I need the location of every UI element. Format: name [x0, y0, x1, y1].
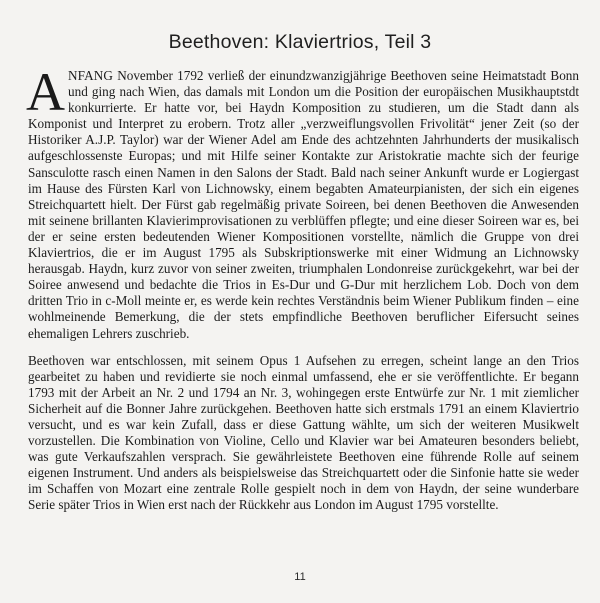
- paragraph-2: Beethoven war entschlossen, mit seinem Opus 1 Aufsehen zu erregen, scheint lange an den Trios gearbeitet zu haben und revidierte sie noch einmal umfassend, ehe er sie veröffentlichte. Er begann 1793 mit der Arbeit an Nr. 2 und 1794 an Nr. 3, wohingegen erste Entwürfe zur Nr. 1 mit ziemlicher Sicherheit auf die Bonner Jahre zurückgehen. Beethoven hatte sich erstmals 1791 an einem Klaviertrio versucht, und es war kein Zufall, dass er diese Gattung wählte, um sich der weiteren Musikwelt vorzustellen. Die Kombination von Violine, Cello und Klavier war bei Amateuren besonders beliebt, was gute Verkaufszahlen versprach. Sie gewährleistete Beethoven eine führende Rolle auf seinem eigenen Instrument. Und anders als beispielsweise das Streichquartett oder die Sinfonie hatte sie weder im Schaffen von Mozart eine zentrale Rolle gespielt noch in dem von Haydn, der seine wunderbare Serie später Trios in Wien erst nach der Rückkehr aus London im August 1795 vorstellte.: [28, 352, 579, 513]
- page-title: Beethoven: Klaviertrios, Teil 3: [168, 31, 432, 53]
- paragraph-1-text: November 1792 verließ der einundzwanzigjährige Beethoven seine Heimatstadt Bonn und ging nach Wien, das damals mit London um die Position der europäischen Musikhauptstdt konkurrierte. Er hatte vor, bei Haydn Komposition zu studieren, um die Stadt dann als Komponist und Interpret zu erobern. Trotz aller „verzweiflungsvollen Frivolität“ jener Zeit (so der Historiker A.J.P. Taylor) war der Wiener Adel am Ende des achtzehnten Jahrhunderts der musikalisch aufgeschlossenste Europas; und mit Hilfe seiner Kontakte zur Aristokratie machte sich der feurige Sansculotte rasch einen Namen in den Salons der Stadt. Bald nach seiner Ankunft wurde er Logiergast im Hause des Fürsten Karl von Lichnowsky, einem begabten Amateurpianisten, der sich ein eigenes Streichquartett hielt. Der Fürst gab regelmäßig private Soireen, bei denen Beethoven die Anwesenden mit seinene brillanten Klavierimprovisationen zu verblüffen pflegte; und eine dieser Soireen war es, bei der er seine ersten bedeutenden Wiener Kompositionen vorstellte, nämlich die Gruppe von drei Klaviertrios, die er im August 1795 als Subskriptionswerke mit einer Widmung an Lichnowsky herausgab. Haydn, kurz zuvor von seiner zweiten, triumphalen Londonreise zurückgekehrt, war bei der Soiree anwesend und bedachte die Trios in Es-Dur und G-Dur mit herzlichem Lob. Doch von dem dritten Trio in c-Moll meinte er, es werde kein rechtes Verständnis beim Wiener Publikum finden – eine wohlmeinende Bemerkung, die der stets empfindliche Beethoven beruflicher Eifersucht seines ehemaligen Lehrers zuschrieb.: [28, 68, 579, 341]
- page-number: 11: [294, 571, 306, 583]
- article-body: [26, 62, 579, 514]
- paragraph-1-lead: NFANG: [68, 68, 113, 83]
- paragraph-1: [26, 62, 579, 342]
- drop-cap-initial: A: [26, 62, 65, 122]
